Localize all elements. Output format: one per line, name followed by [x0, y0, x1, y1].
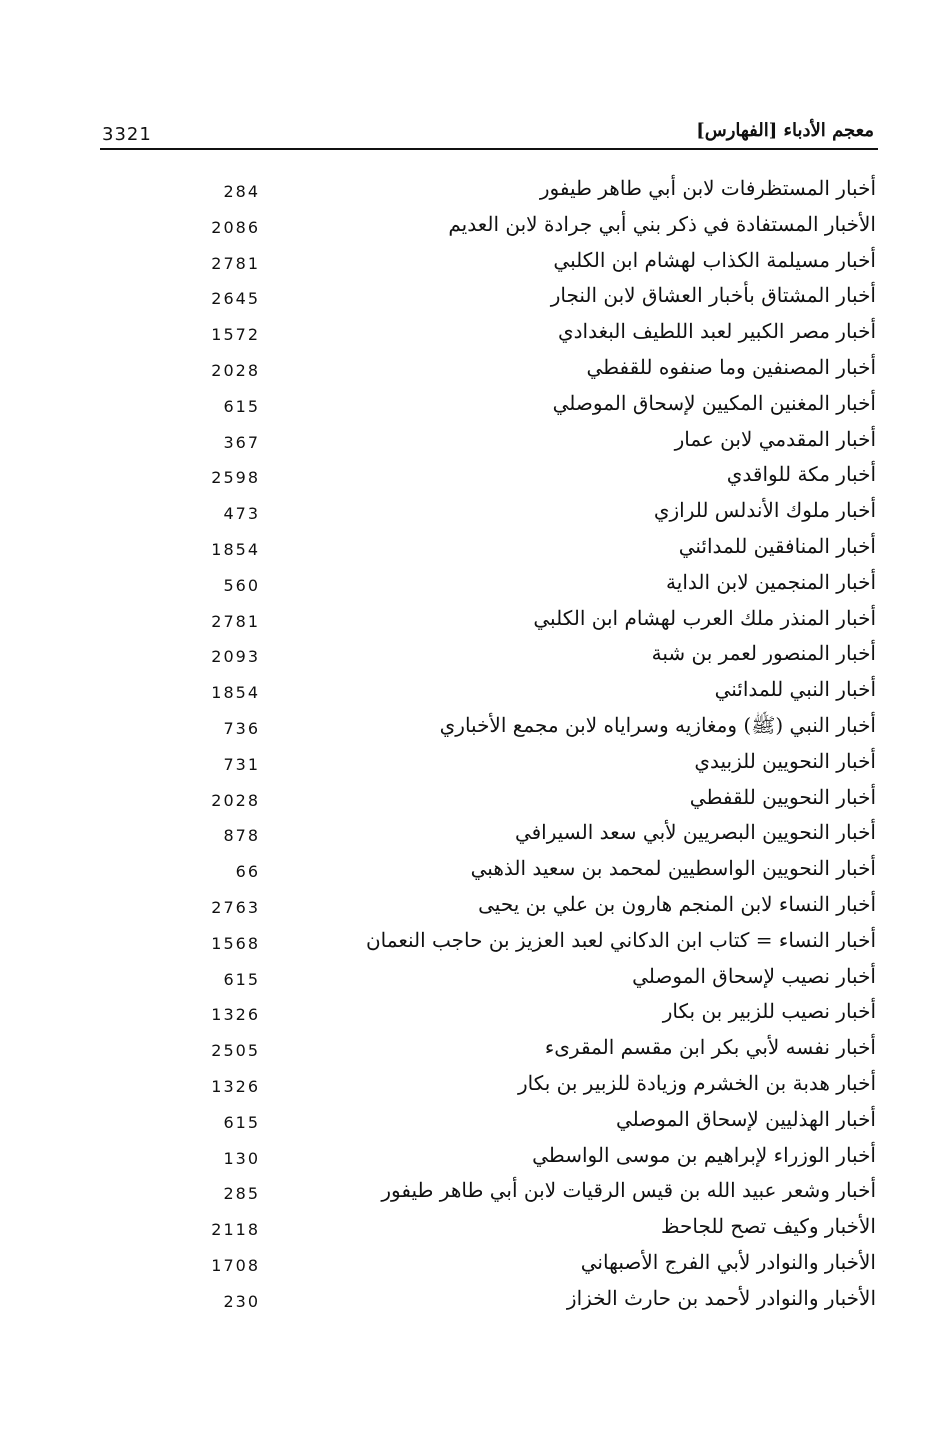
entry-page-number: 2763 — [211, 897, 260, 917]
entry-title: الأخبار المستفادة في ذكر بني أبي جرادة لابن العديم — [448, 211, 876, 236]
entry-page-number: 2086 — [211, 217, 260, 237]
entry-title: أخبار نصيب للزبير بن بكار — [662, 999, 876, 1024]
entry-title: أخبار النساء لابن المنجم هارون بن علي بن يحيى — [478, 891, 876, 916]
entry-page-number: 1326 — [211, 1005, 260, 1025]
entry-page-number: 2598 — [211, 468, 260, 488]
index-entry — [0, 1033, 932, 1069]
entry-title: الأخبار وكيف تصح للجاحظ — [661, 1214, 876, 1239]
index-entry — [0, 532, 932, 568]
entry-page-number: 1326 — [211, 1076, 260, 1096]
entry-title: أخبار النساء = كتاب ابن الدكاني لعبد العزيز بن حاجب النعمان — [365, 927, 876, 952]
entry-page-number: 66 — [235, 862, 260, 882]
index-entry — [0, 1176, 932, 1212]
index-entry — [0, 997, 932, 1033]
entry-title: أخبار مسيلمة الكذاب لهشام ابن الكلبي — [553, 247, 876, 272]
entry-title: أخبار المنذر ملك العرب لهشام ابن الكلبي — [533, 605, 876, 630]
entry-page-number: 284 — [223, 182, 260, 201]
entry-title: الأخبار والنوادر لأبي الفرج الأصبهاني — [580, 1249, 876, 1274]
entry-title: أخبار ملوك الأندلس للرازي — [653, 498, 876, 523]
entry-page-number: 473 — [223, 504, 260, 524]
index-entry — [0, 1248, 932, 1284]
entry-page-number: 2118 — [211, 1220, 260, 1240]
entry-title: أخبار المنافقين للمدائني — [678, 533, 876, 558]
index-entry — [0, 926, 932, 962]
entry-page-number: 615 — [223, 396, 260, 416]
entry-title: أخبار المشتاق بأخبار العشاق لابن النجار — [550, 283, 876, 308]
entry-title: أخبار مكة للواقدي — [726, 462, 876, 487]
entry-page-number: 731 — [223, 754, 260, 774]
entry-page-number: 2028 — [211, 360, 260, 380]
entry-page-number: 2645 — [211, 289, 260, 309]
index-entry — [0, 818, 932, 854]
index-entry — [0, 711, 932, 747]
entry-title: أخبار النحويين البصريين لأبي سعد السيرافي — [514, 820, 876, 845]
entry-page-number: 615 — [223, 1112, 260, 1132]
index-entry — [0, 425, 932, 461]
entry-title: أخبار المصنفين وما صنفوه للقفطي — [586, 354, 876, 379]
entry-title: أخبار المقدمي لابن عمار — [674, 426, 876, 451]
index-entry — [0, 246, 932, 282]
entry-page-number: 2781 — [211, 611, 260, 631]
entry-title: أخبار نفسه لأبي بكر ابن مقسم المقرىء — [544, 1035, 876, 1060]
entry-title: أخبار نصيب لإسحاق الموصلي — [632, 963, 876, 988]
index-entry — [0, 1284, 932, 1320]
index-entry — [0, 747, 932, 783]
entry-title: أخبار المستظرفات لابن أبي طاهر طيفور — [539, 176, 876, 200]
index-entry — [0, 174, 932, 210]
entry-page-number: 1854 — [211, 539, 260, 559]
entry-page-number: 1568 — [211, 933, 260, 953]
page-header — [100, 112, 878, 150]
entry-page-number: 878 — [223, 826, 260, 846]
entry-title: أخبار الهذليين لإسحاق الموصلي — [615, 1106, 876, 1131]
index-entry — [0, 1141, 932, 1177]
index-entry — [0, 568, 932, 604]
entry-page-number: 1572 — [211, 325, 260, 345]
index-entry — [0, 604, 932, 640]
page-number: 3321 — [102, 124, 152, 145]
entry-title: أخبار هدبة بن الخشرم وزيادة للزبير بن بكار — [517, 1070, 876, 1095]
entry-page-number: 560 — [223, 575, 260, 595]
entry-title: أخبار مصر الكبير لعبد اللطيف البغدادي — [557, 319, 876, 344]
index-entry — [0, 675, 932, 711]
index-entry — [0, 890, 932, 926]
entry-title: أخبار النبي للمدائني — [714, 677, 876, 702]
index-entry — [0, 281, 932, 317]
index-entry — [0, 962, 932, 998]
entry-page-number: 285 — [223, 1184, 260, 1204]
entry-title: أخبار النبي (ﷺ) ومغازيه وسراياه لابن مجمع الأخباري — [439, 712, 876, 737]
index-list — [0, 174, 932, 1320]
entry-title: أخبار المنصور لعمر بن شبة — [651, 641, 876, 666]
entry-page-number: 367 — [223, 432, 260, 452]
entry-title: أخبار الوزراء لإبراهيم بن موسى الواسطي — [532, 1142, 876, 1167]
index-entry — [0, 317, 932, 353]
entry-title: أخبار النحويين للقفطي — [689, 784, 876, 809]
entry-page-number: 2781 — [211, 253, 260, 273]
entry-title: أخبار وشعر عبيد الله بن قيس الرقيات لابن أبي طاهر طيفور — [381, 1178, 876, 1203]
index-entry — [0, 854, 932, 890]
index-entry — [0, 1069, 932, 1105]
entry-title: أخبار المنجمين لابن الداية — [666, 569, 876, 594]
entry-title: الأخبار والنوادر لأحمد بن حارث الخزاز — [566, 1285, 876, 1310]
entry-page-number: 736 — [223, 718, 260, 738]
entry-title: أخبار المغنين المكيين لإسحاق الموصلي — [552, 390, 876, 415]
index-entry — [0, 460, 932, 496]
index-entry — [0, 496, 932, 532]
index-entry — [0, 210, 932, 246]
entry-page-number: 230 — [223, 1291, 260, 1311]
entry-page-number: 615 — [223, 969, 260, 989]
index-entry — [0, 783, 932, 819]
entry-page-number: 1854 — [211, 683, 260, 703]
entry-title: أخبار النحويين للزبيدي — [694, 748, 876, 773]
index-entry — [0, 389, 932, 425]
entry-page-number: 2093 — [211, 647, 260, 667]
index-entry — [0, 1105, 932, 1141]
running-title: معجم الأدباء [الفهارس] — [696, 120, 874, 141]
entry-page-number: 130 — [223, 1148, 260, 1168]
index-entry — [0, 353, 932, 389]
entry-title: أخبار النحويين الواسطيين لمحمد بن سعيد الذهبي — [470, 856, 876, 881]
index-entry — [0, 1212, 932, 1248]
entry-page-number: 1708 — [211, 1255, 260, 1275]
entry-page-number: 2028 — [211, 790, 260, 810]
index-entry — [0, 639, 932, 675]
entry-page-number: 2505 — [211, 1041, 260, 1061]
